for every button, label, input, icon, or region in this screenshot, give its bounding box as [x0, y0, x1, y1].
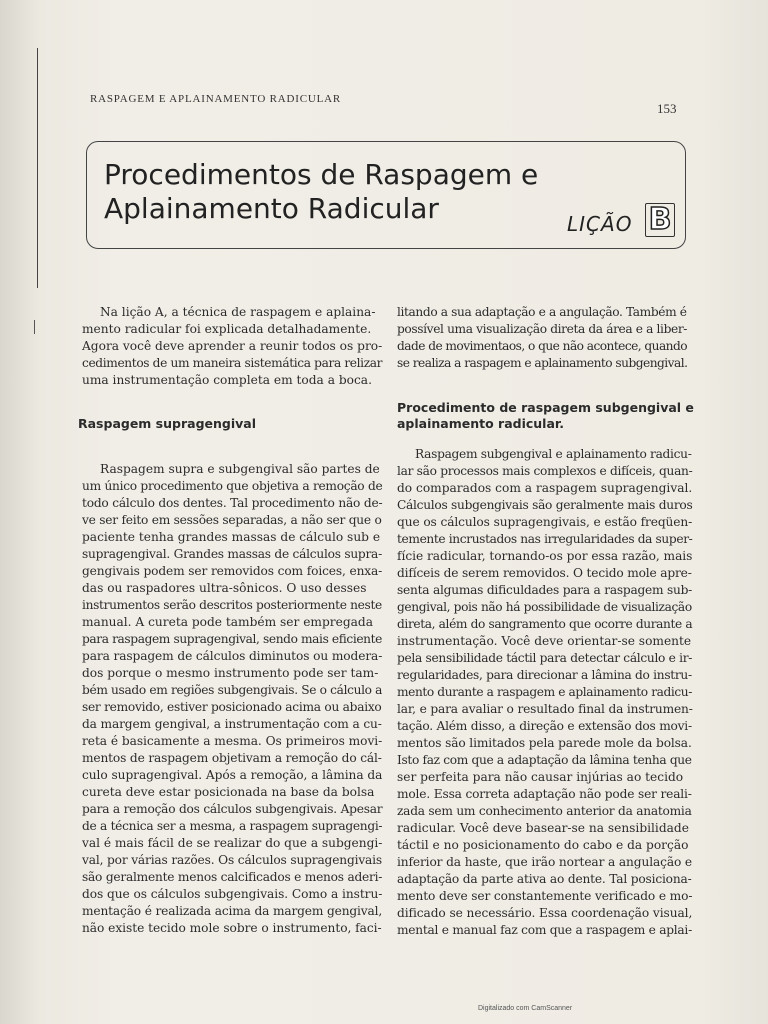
text-line: reta é basicamente a mesma. Os primeiros movi- — [82, 734, 383, 748]
text-line: instrumentação. Você deve orientar-se somente — [397, 634, 692, 648]
text-line: Raspagem subgengival e aplainamento radicu- — [415, 447, 692, 461]
text-line: se realiza a raspagem e aplainamento subgengival. — [397, 356, 688, 370]
text-line: litando a sua adaptação e a angulação. Também é — [397, 305, 687, 319]
text-line: Agora você deve aprender a reunir todos os pro- — [82, 339, 383, 353]
text-line: Raspagem supra e subgengival são partes de — [100, 462, 380, 476]
text-line: não existe tecido mole sobre o instrumento, faci- — [82, 921, 382, 935]
text-line: para raspagem supragengival, sendo mais eficiente — [82, 632, 382, 646]
text-line: manual. A cureta pode também ser empregada — [82, 615, 373, 629]
text-line: lar são processos mais complexos e difíceis, quan- — [397, 464, 693, 478]
text-line: do comparados com a raspagem supragengival. — [397, 481, 693, 495]
section-heading-subgengival-line1: Procedimento de raspagem subgengival e — [397, 400, 694, 415]
binding-margin-line — [37, 48, 38, 288]
text-line: culo supragengival. Após a remoção, a lâmina da — [82, 768, 383, 782]
text-line: uma instrumentação completa em toda a boca. — [82, 373, 372, 387]
text-line: val, por várias razões. Os cálculos supragengivais — [82, 853, 382, 867]
text-line: da margem gengival, a instrumentação com a cu- — [82, 717, 382, 731]
section-heading-supragengival: Raspagem supragengival — [78, 416, 256, 431]
text-line: todo cálculo dos dentes. Tal procedimento não de- — [82, 496, 383, 510]
text-line: mental e manual faz com que a raspagem e aplai- — [397, 923, 692, 937]
page-number: 153 — [657, 101, 677, 116]
text-line: gengival, pois não há possibilidade de visualização — [397, 600, 692, 614]
text-line: inferior da haste, que irão nortear a angulação e — [397, 855, 693, 869]
section-heading-subgengival — [397, 400, 694, 432]
lesson-label: LIÇÃO — [567, 212, 633, 236]
section-heading-subgengival-line2: aplainamento radicular. — [397, 416, 565, 431]
text-line: que os cálculos supragengivais, e estão freqüen- — [397, 515, 693, 529]
text-line: val é mais fácil de se realizar do que a subgengi- — [82, 836, 383, 850]
text-line: mento deve ser constantemente verificado e mo- — [397, 889, 693, 903]
text-line: mento radicular foi explicada detalhadamente. — [82, 322, 372, 336]
margin-mark — [34, 320, 35, 334]
text-line: mentação é realizada acima da margem gengival, — [82, 904, 383, 918]
text-line: são geralmente menos calcificados e menos aderi- — [82, 870, 383, 884]
text-line: dade de movimentaos, o que não acontece, quando — [397, 339, 688, 353]
text-line: ser removido, estiver posicionado acima ou abaixo — [82, 700, 382, 714]
text-line: para a remoção dos cálculos subgengivais. Apesar — [82, 802, 383, 816]
text-line: um único procedimento que objetiva a remoção de — [82, 479, 383, 493]
text-line: radicular. Você deve basear-se na sensibilidade — [397, 821, 689, 835]
lesson-letter-badge: B — [645, 203, 675, 237]
text-line: para raspagem de cálculos diminutos ou modera- — [82, 649, 383, 663]
text-line: adaptação da parte ativa ao dente. Tal posiciona- — [397, 872, 692, 886]
text-line: Isto faz com que a adaptação da lâmina tenha que — [397, 753, 692, 767]
right-intro-paragraph — [397, 304, 687, 372]
right-body-paragraph — [397, 446, 692, 939]
text-line: direta, além do sangramento que ocorre durante a — [397, 617, 693, 631]
scanner-footer: Digitalizado com CamScanner — [478, 1005, 573, 1012]
text-line: tação. Além disso, a direção e extensão dos movi- — [397, 719, 692, 733]
text-line: de a técnica ser a mesma, a raspagem supragengi- — [82, 819, 383, 833]
text-line: Na lição A, a técnica de raspagem e aplaina- — [100, 305, 376, 319]
text-line: Cálculos subgengivais são geralmente mais duros — [397, 498, 693, 512]
text-line: temente incrustados nas irregularidades da super- — [397, 532, 693, 546]
text-line: cureta deve estar posicionada na base da bolsa — [82, 785, 375, 799]
text-line: lar, e para avaliar o resultado final da instrumen- — [397, 702, 693, 716]
left-body-paragraph — [82, 461, 382, 937]
text-line: possível uma visualização direta da área e a liber- — [397, 322, 688, 336]
text-line: bém usado em regiões subgengivais. Se o cálculo a — [82, 683, 383, 697]
text-line: cedimentos de um maneira sistemática para relizar — [82, 356, 383, 370]
text-line: dos porque o mesmo instrumento pode ser tam- — [82, 666, 379, 680]
text-line: mentos são limitados pela parede mole da bolsa. — [397, 736, 692, 750]
text-line: mole. Essa correta adaptação não pode ser reali- — [397, 787, 692, 801]
text-line: ser perfeita para não causar injúrias ao tecido — [397, 770, 684, 784]
text-line: dificado se necessário. Essa coordenação visual, — [397, 906, 693, 920]
text-line: dos que os cálculos subgengivais. Como a instru- — [82, 887, 383, 901]
chapter-title — [104, 158, 544, 226]
text-line: regularidades, para direcionar a lâmina do instru- — [397, 668, 692, 682]
text-line: das ou raspadores ultra-sônicos. O uso desses — [82, 581, 367, 595]
text-line: pela sensibilidade táctil para detectar cálculo e ir- — [397, 651, 693, 665]
text-line: gengivais podem ser removidos com foices, enxa- — [82, 564, 383, 578]
text-line: mentos de raspagem objetivam a remoção do cál- — [82, 751, 382, 765]
left-intro-paragraph — [82, 304, 382, 389]
text-line: mento durante a raspagem e aplainamento radicu- — [397, 685, 692, 699]
text-line: zada sem um conhecimento anterior da anatomia — [397, 804, 692, 818]
text-line: táctil e no posicionamento do cabo e da porção — [397, 838, 689, 852]
text-line: ve ser feito em sessões separadas, a não ser que o — [82, 513, 382, 527]
text-line: instrumentos serão descritos posteriormente neste — [82, 598, 382, 612]
text-line: difíceis de serem removidos. O tecido mole apre- — [397, 566, 692, 580]
text-line: supragengival. Grandes massas de cálculos supra- — [82, 547, 382, 561]
text-line: fície radicular, tornando-os por essa razão, mais — [397, 549, 693, 563]
running-head: RASPAGEM E APLAINAMENTO RADICULAR — [90, 93, 342, 105]
text-line: senta algumas dificuldades para a raspagem sub- — [397, 583, 693, 597]
title-line-2: Aplainamento Radicular — [104, 192, 439, 225]
title-line-1: Procedimentos de Raspagem e — [104, 158, 539, 191]
text-line: paciente tenha grandes massas de cálculo sub e — [82, 530, 381, 544]
